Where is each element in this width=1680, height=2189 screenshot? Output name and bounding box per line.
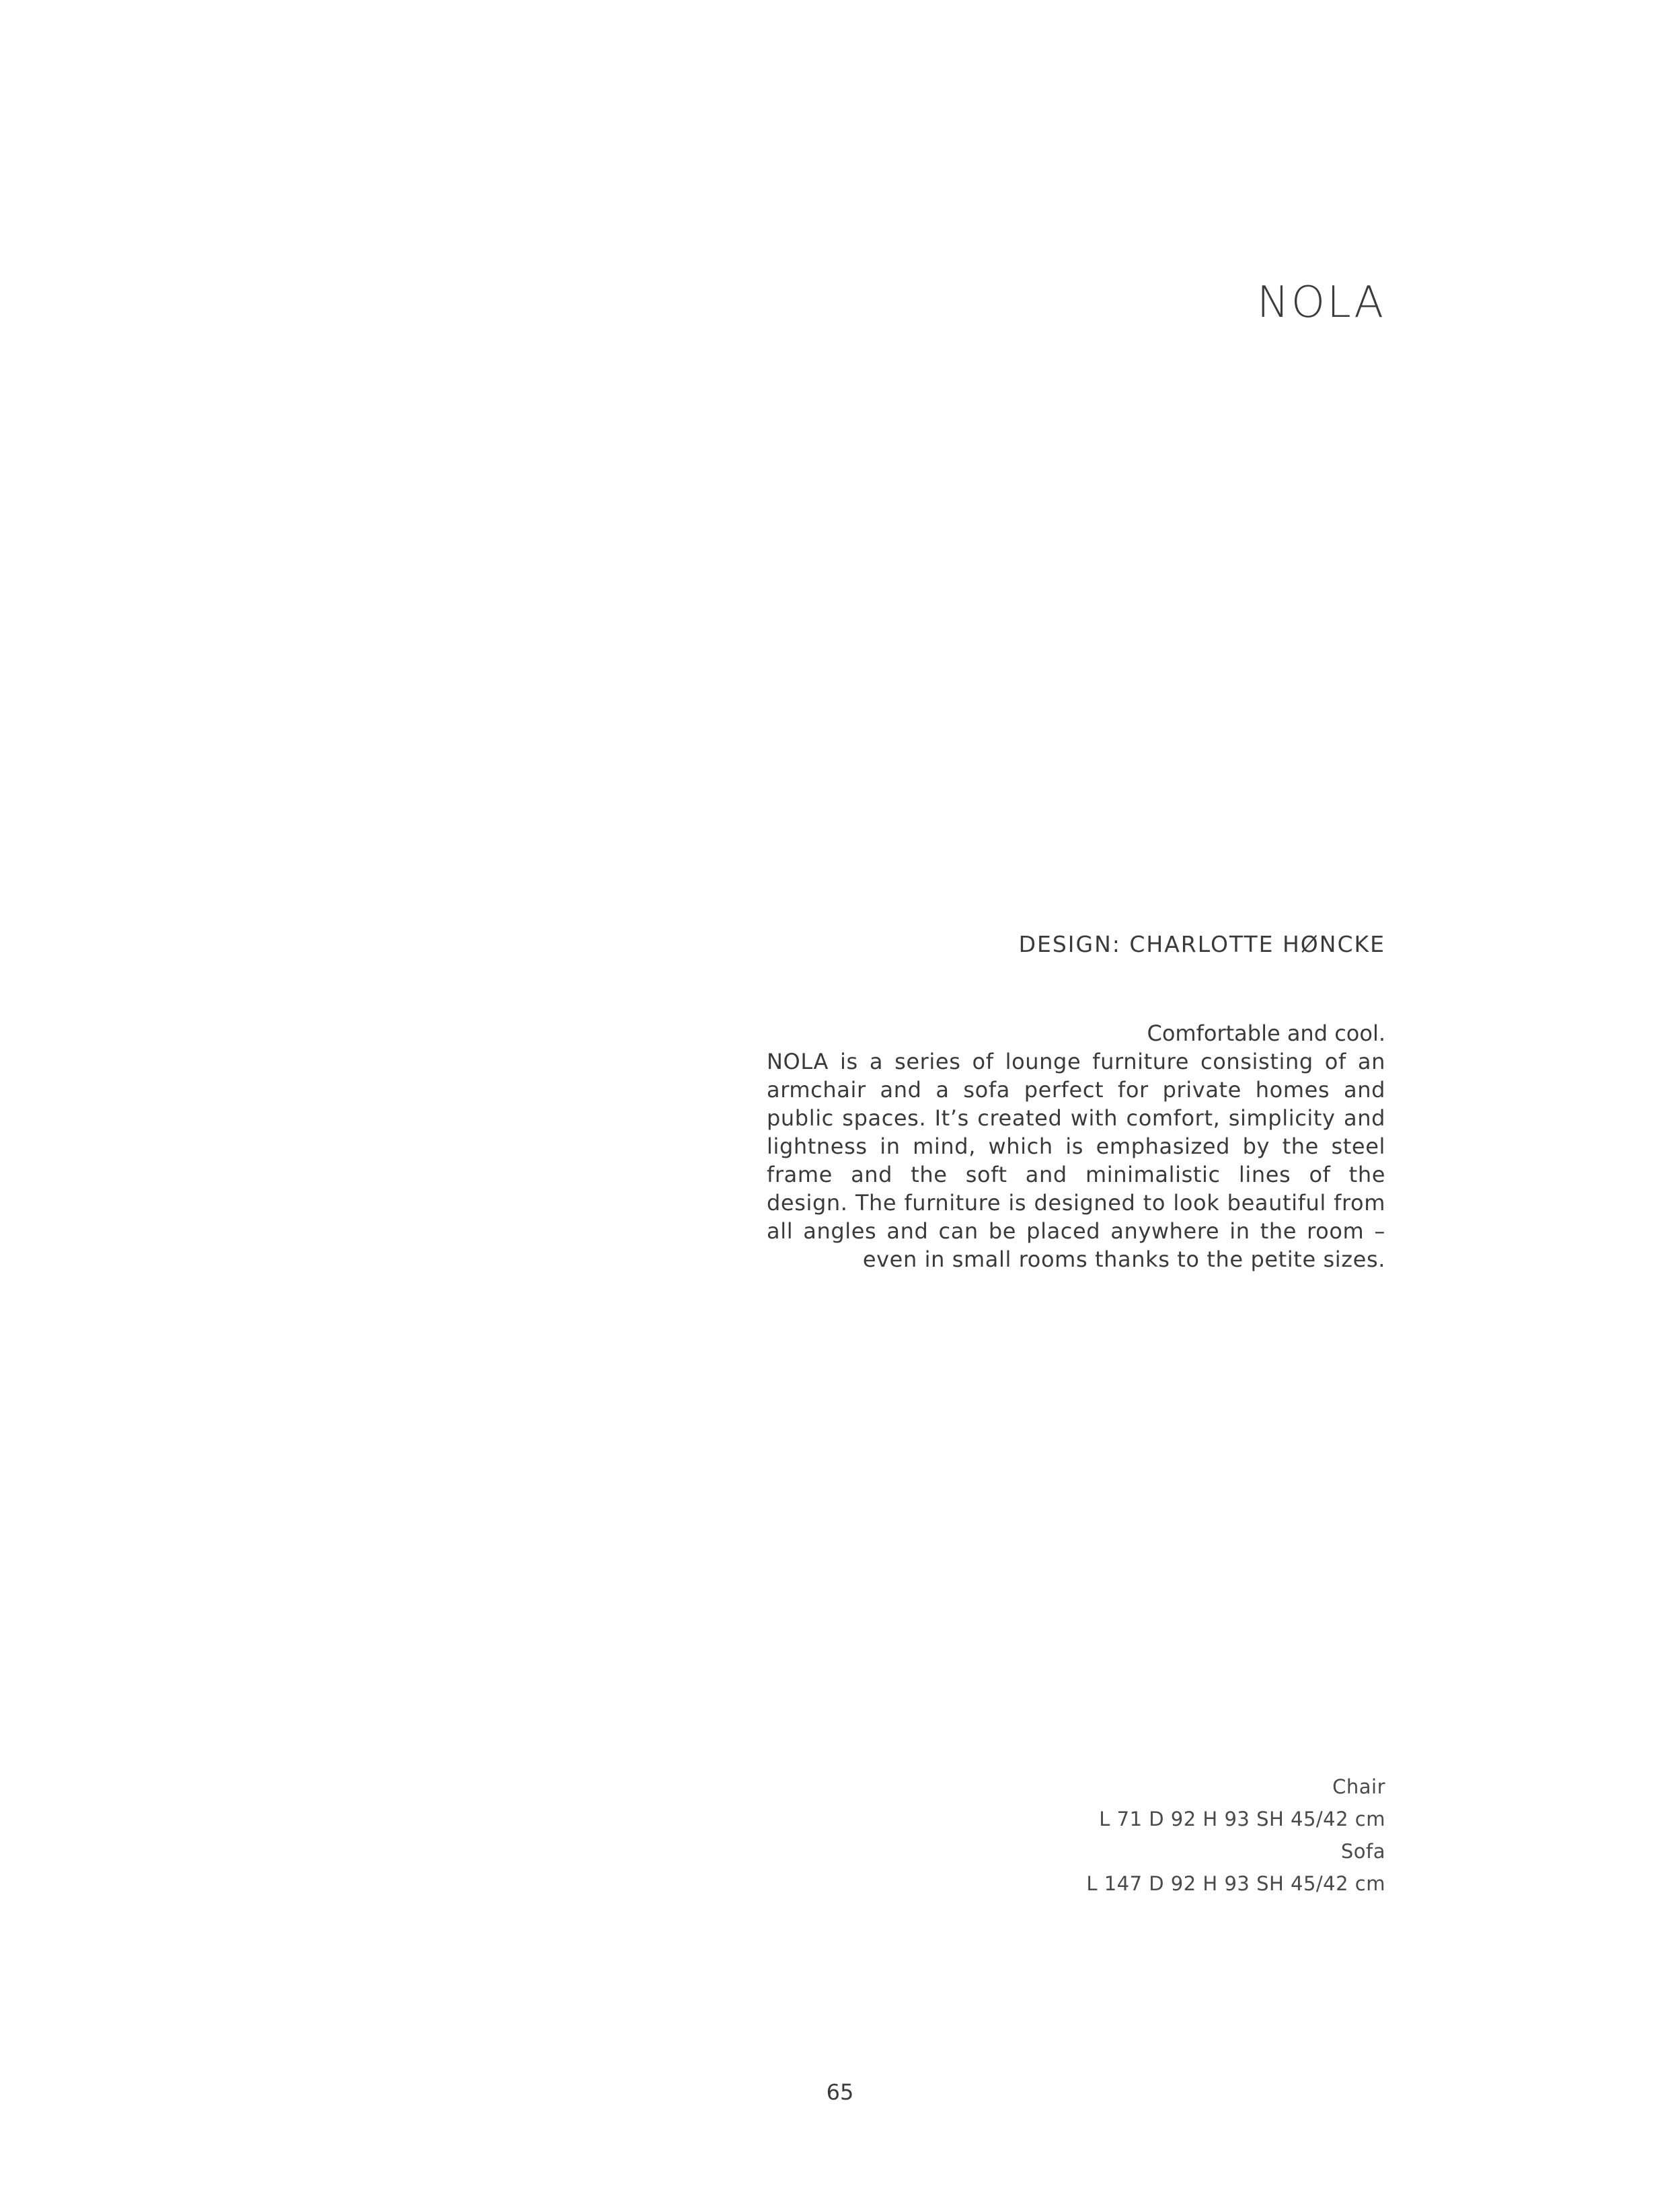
designer-credit: DESIGN: CHARLOTTE HØNCKE [1018,931,1385,957]
sofa-label: Sofa [1340,1840,1385,1863]
product-dimensions [1086,1771,1385,1900]
page-number: 65 [826,2079,854,2105]
product-title: NOLA [1256,278,1385,328]
description-lead: Comfortable and cool. [1147,1021,1385,1046]
chair-label: Chair [1332,1775,1385,1798]
sofa-dimensions: L 147 D 92 H 93 SH 45/42 cm [1086,1872,1385,1895]
product-description [767,1019,1385,1273]
description-body: NOLA is a series of lounge furniture consisting of an armchair and a sofa perfect for private homes and public spaces. It’s created with comfort, simplicity and lightness in mind, which is emphasized by the steel frame and the soft and minimalistic lines of the design. The furniture is designed to look beautiful from all angles and can be placed anywhere in the room – even in small rooms thanks to the petite sizes. [767,1049,1385,1272]
chair-dimensions: L 71 D 92 H 93 SH 45/42 cm [1099,1808,1385,1830]
